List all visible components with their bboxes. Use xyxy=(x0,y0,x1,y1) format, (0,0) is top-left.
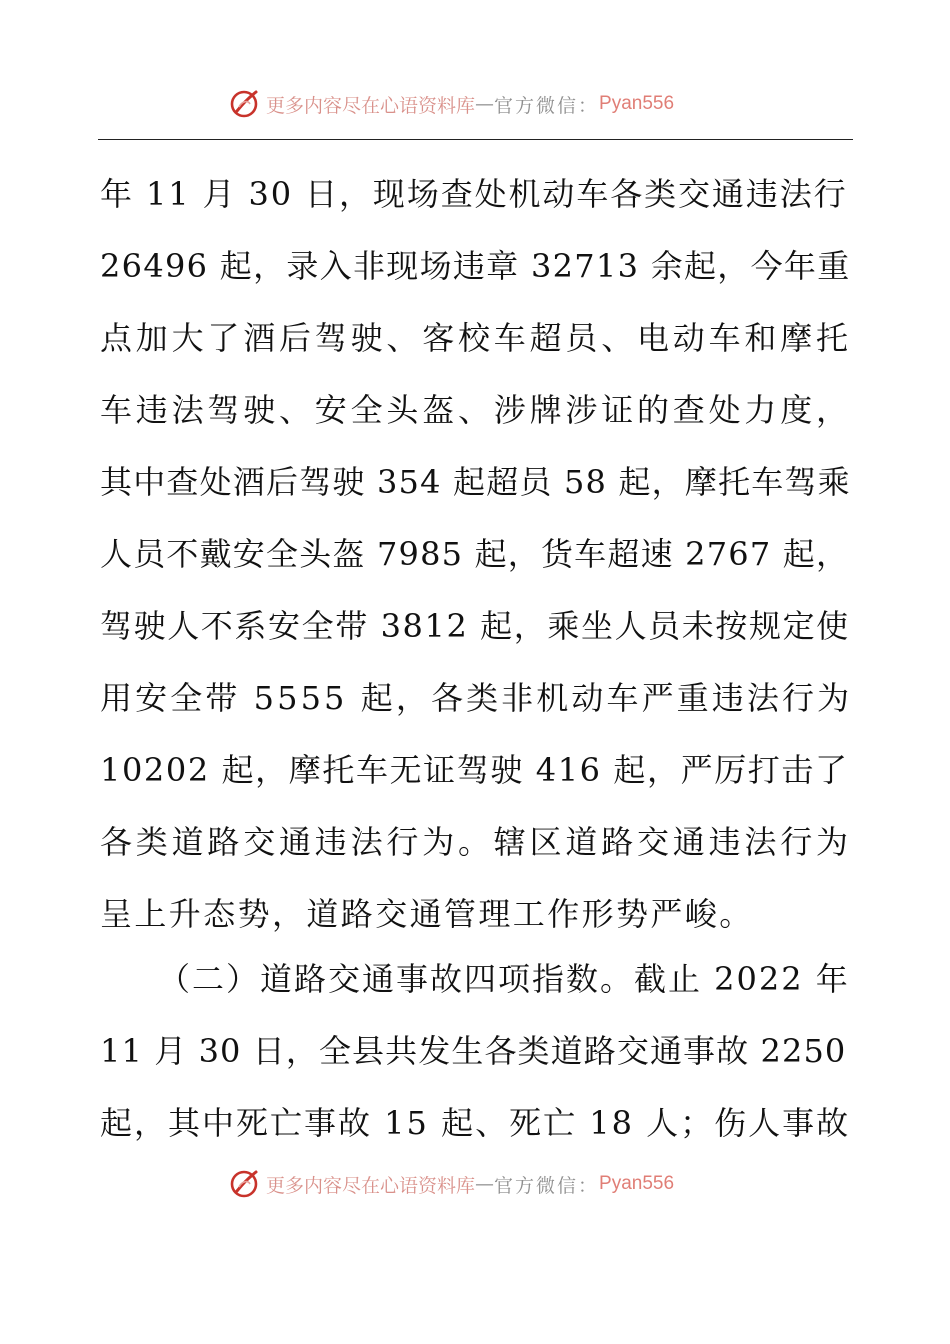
pen-swirl-logo-icon xyxy=(228,87,262,121)
text-line: 11 月 30 日，全县共发生各类道路交通事故 2250 xyxy=(100,1032,847,1070)
header-divider xyxy=(98,139,853,140)
watermark-dash: — xyxy=(475,1173,495,1195)
footer-watermark xyxy=(228,1166,674,1202)
text-line: （二）道路交通事故四项指数。截止 2022 年 xyxy=(158,960,850,998)
watermark-contact-label: 官方微信： xyxy=(494,94,600,117)
text-line: 驾驶人不系安全带 3812 起，乘坐人员未按规定使 xyxy=(100,607,850,645)
text-line: 26496 起，录入非现场违章 32713 余起，今年重 xyxy=(100,247,851,285)
text-line: 其中查处酒后驾驶 354 起超员 58 起，摩托车驾乘 xyxy=(100,463,851,501)
watermark-contact-label: 官方微信： xyxy=(494,1174,600,1197)
header-watermark xyxy=(228,86,674,122)
text-line: 人员不戴安全头盔 7985 起，货车超速 2767 起， xyxy=(100,535,850,573)
text-line: 起，其中死亡事故 15 起、死亡 18 人；伤人事故 xyxy=(100,1104,851,1142)
watermark-contact-id: Pyan556 xyxy=(599,1173,675,1194)
watermark-dash: — xyxy=(475,93,495,115)
pen-swirl-logo-icon xyxy=(228,1167,262,1201)
text-line: 10202 起，摩托车无证驾驶 416 起，严厉打击了 xyxy=(100,751,849,789)
text-line: 各类道路交通违法行为。辖区道路交通违法行为 xyxy=(100,823,852,861)
text-line: 用安全带 5555 起，各类非机动车严重违法行为 xyxy=(100,679,853,717)
text-line: 点加大了酒后驾驶、客校车超员、电动车和摩托 xyxy=(100,319,852,357)
text-line: 呈上升态势，道路交通管理工作形势严峻。 xyxy=(100,895,754,933)
text-line: 车违法驾驶、安全头盔、涉牌涉证的查处力度， xyxy=(100,391,852,429)
watermark-site-text: 更多内容尽在心语资料库 xyxy=(266,1174,476,1197)
text-line: 年 11 月 30 日，现场查处机动车各类交通违法行 xyxy=(100,175,848,213)
watermark-site-text: 更多内容尽在心语资料库 xyxy=(266,94,476,117)
watermark-contact-id: Pyan556 xyxy=(599,93,675,114)
